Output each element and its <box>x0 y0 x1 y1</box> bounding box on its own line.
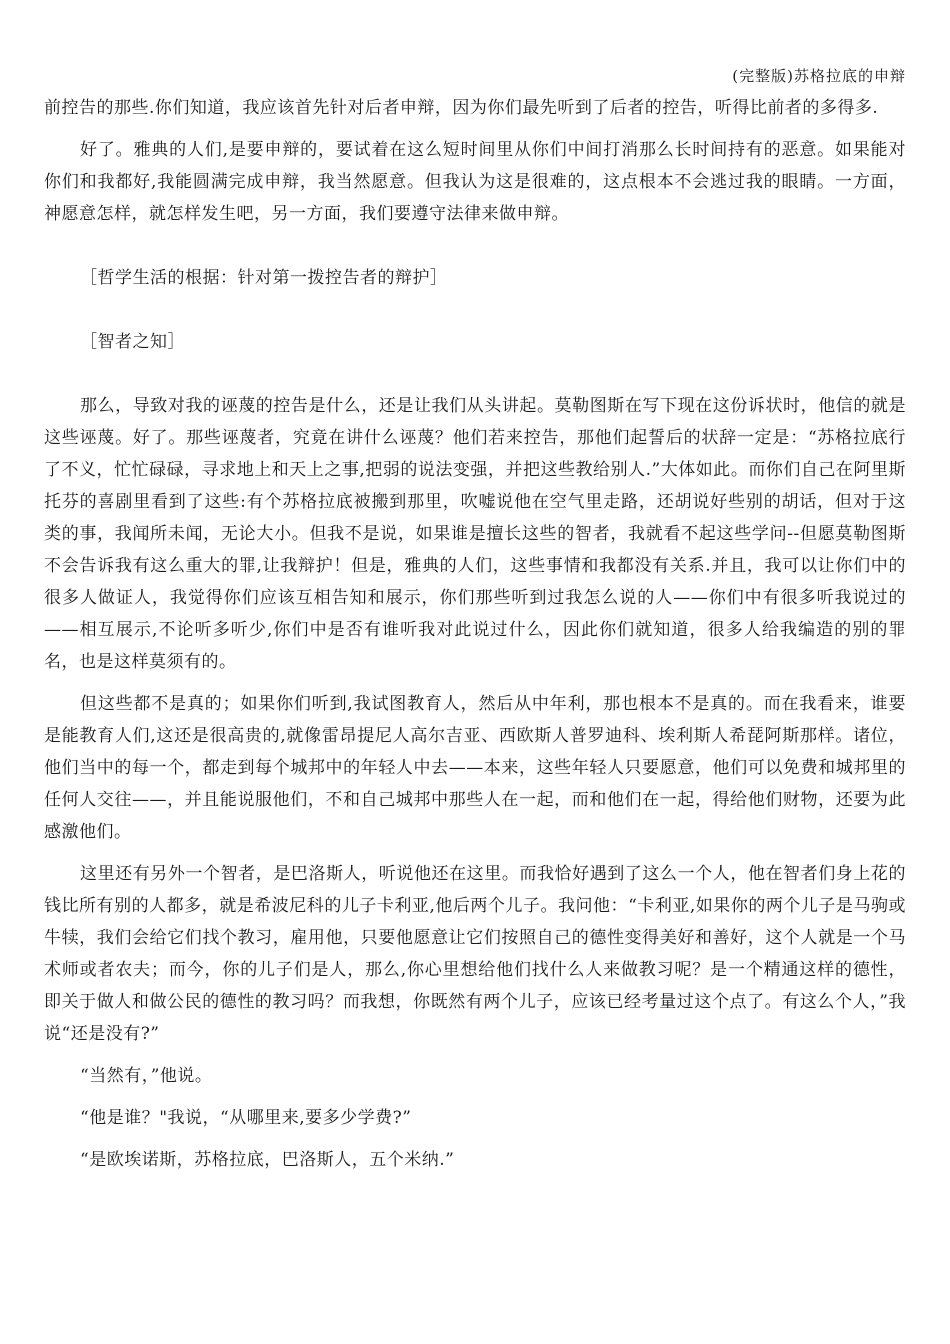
paragraph-accusation: 那么，导致对我的诬蔑的控告是什么，还是让我们从头讲起。莫勒图斯在写下现在这份诉状时，他信的就是这些诬蔑。好了。那些诬蔑者，究竟在讲什么诬蔑？他们若来控告，那他们起誓后的状辞一定是：“苏格拉底行了不义，忙忙碌碌，寻求地上和天上之事,把弱的说法变强，并把这些教给别人.”大体如此。而你们自己在阿里斯托芬的喜剧里看到了这些:有个苏格拉底被搬到那里，吹嘘说他在空气里走路，还胡说好些别的胡话，但对于这类的事，我闻所未闻，无论大小。但我不是说，如果谁是擅长这些的智者，我就看不起这些学问--但愿莫勒图斯不会告诉我有这么重大的罪,让我辩护！但是，雅典的人们，这些事情和我都没有关系.并且，我可以让你们中的很多人做证人，我觉得你们应该互相告知和展示，你们那些听到过我怎么说的人——你们中有很多听我说过的——相互展示,不论听多听少,你们中是否有谁听我对此说过什么，因此你们就知道，很多人给我编造的别的罪名，也是这样莫须有的。 <box>44 396 906 672</box>
paragraph-defense-intro: 好了。雅典的人们,是要申辩的，要试着在这么短时间里从你们中间打消那么长时间持有的恶意。如果能对你们和我都好,我能圆满完成申辩，我当然愿意。但我认为这是很难的，这点根本不会逃过我的眼睛。一方面，神愿意怎样，就怎样发生吧，另一方面，我们要遵守法律来做申辩。 <box>44 140 906 224</box>
paragraph-callias: 这里还有另外一个智者，是巴洛斯人，听说他还在这里。而我恰好遇到了这么一个人，他在智者们身上花的钱比所有别的人都多，就是希波尼科的儿子卡利亚,他后两个儿子。我问他：“卡利亚,如果你的两个儿子是马驹或牛犊，我们会给它们找个教习，雇用他，只要他愿意让它们按照自己的德性变得美好和善好，这个人就是一个马术师或者农夫；而今，你的儿子们是人，那么,你心里想给他们找什么人来做教习呢？是一个精通这样的德性，即关于做人和做公民的德性的教习吗？而我想，你既然有两个儿子，应该已经考量过这个点了。有这么个人，”我说“还是没有?” <box>44 864 906 1044</box>
section-heading-sophist-knowledge: ［智者之知］ <box>80 332 185 352</box>
dialogue-line: “他是谁？"我说，“从哪里来,要多少学费?” <box>80 1108 412 1128</box>
paragraph-continuation: 前控告的那些.你们知道，我应该首先针对后者申辩，因为你们最先听到了后者的控告，听得比前者的多得多. <box>44 98 879 118</box>
dialogue-line: “是欧埃诺斯，苏格拉底，巴洛斯人，五个米纳.” <box>80 1150 455 1170</box>
running-header: (完整版)苏格拉底的申辩 <box>732 67 906 85</box>
document-body <box>44 92 906 1176</box>
paragraph-education: 但这些都不是真的；如果你们听到,我试图教育人，然后从中年利，那也根本不是真的。而在我看来，谁要是能教育人们,这还是很高贵的,就像雷昂提尼人高尔吉亚、西欧斯人普罗迪科、埃利斯人希琵阿斯那样。诸位，他们当中的每一个，都走到每个城邦中的年轻人中去——本来，这些年轻人只要愿意，他们可以免费和城邦里的任何人交往——，并且能说服他们，不和自己城邦中那些人在一起，而和他们在一起，得给他们财物，还要为此感激他们。 <box>44 694 906 842</box>
dialogue-line: “当然有，”他说。 <box>80 1066 213 1086</box>
section-heading-philosophical-life: ［哲学生活的根据：针对第一拨控告者的辩护］ <box>80 268 448 288</box>
